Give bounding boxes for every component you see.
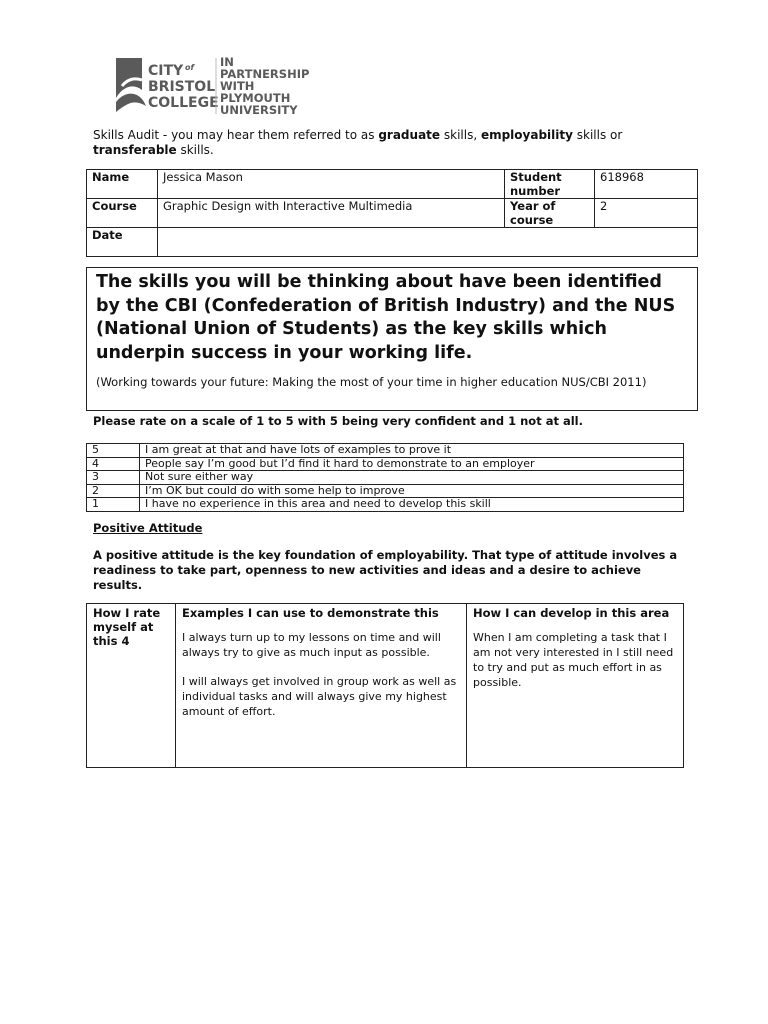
example-paragraph: I will always get involved in group work as well as individual tasks and will always give my highest amount of effort. xyxy=(182,675,457,718)
scale-score: 1 xyxy=(87,498,140,512)
logo-partner-university: UNIVERSITY xyxy=(220,103,298,117)
logo-college: COLLEGE xyxy=(148,95,219,111)
table-row xyxy=(87,604,684,768)
logo-of: of xyxy=(185,63,194,72)
city-of-bristol-college-logo xyxy=(112,56,322,118)
table-row xyxy=(87,498,684,512)
intro-text-4: skills. xyxy=(176,143,214,157)
table-row xyxy=(87,457,684,471)
name-value[interactable]: Jessica Mason xyxy=(158,170,505,199)
rating-scale-table xyxy=(86,443,684,512)
table-row xyxy=(87,471,684,485)
scale-score: 5 xyxy=(87,444,140,458)
intro-text-2: skills, xyxy=(440,128,481,142)
intro-bold-transferable: transferable xyxy=(93,143,177,157)
college-emblem-icon xyxy=(116,58,146,112)
section-description: A positive attitude is the key foundation of employability. That type of attitude involves a readiness to take part, openness to new activities and ideas and a desire to achieve results. xyxy=(93,548,678,592)
rating-instruction: Please rate on a scale of 1 to 5 with 5 being very confident and 1 not at all. xyxy=(93,414,583,428)
intro-bold-employability: employability xyxy=(480,128,573,142)
table-row xyxy=(87,444,684,458)
table-row xyxy=(87,199,698,228)
self-rating-header: How I rate myself at this 4 xyxy=(93,606,161,648)
examples-header: Examples I can use to demonstrate this xyxy=(182,606,439,620)
scale-score: 2 xyxy=(87,484,140,498)
develop-cell[interactable] xyxy=(467,604,684,768)
section-title: Positive Attitude xyxy=(93,521,203,535)
date-value[interactable] xyxy=(158,228,698,257)
self-rating-cell[interactable] xyxy=(87,604,176,768)
student-info-table xyxy=(86,169,698,257)
logo-bristol: BRISTOL xyxy=(148,79,216,95)
self-rating-table xyxy=(86,603,684,768)
scale-score: 3 xyxy=(87,471,140,485)
logo-partner-with: WITH xyxy=(220,79,255,93)
logo-partner-in: IN xyxy=(220,56,234,69)
course-value[interactable]: Graphic Design with Interactive Multimedia xyxy=(158,199,505,228)
scale-score: 4 xyxy=(87,457,140,471)
example-paragraph: I always turn up to my lessons on time and will always try to give as much input as possible. xyxy=(182,631,441,659)
logo-city: CITY xyxy=(148,63,184,79)
scale-description: I have no experience in this area and need to develop this skill xyxy=(140,498,684,512)
intro-text-1: Skills Audit - you may hear them referred to as xyxy=(93,128,379,142)
date-label: Date xyxy=(87,228,158,257)
intro-bold-graduate: graduate xyxy=(378,128,441,142)
year-of-course-label: Year of course xyxy=(505,199,595,228)
scale-description: People say I’m good but I’d find it hard to demonstrate to an employer xyxy=(140,457,684,471)
table-row xyxy=(87,228,698,257)
scale-description: Not sure either way xyxy=(140,471,684,485)
cbi-callout-box xyxy=(86,267,698,411)
table-row xyxy=(87,170,698,199)
year-of-course-value[interactable]: 2 xyxy=(595,199,698,228)
table-row xyxy=(87,484,684,498)
course-label: Course xyxy=(87,199,158,228)
student-number-value[interactable]: 618968 xyxy=(595,170,698,199)
logo-partner-plymouth: PLYMOUTH xyxy=(220,91,291,105)
cbi-source-note: (Working towards your future: Making the most of your time in higher education NUS/CBI 2011) xyxy=(96,375,647,389)
logo-partner-partnership: PARTNERSHIP xyxy=(220,67,310,81)
scale-description: I’m OK but could do with some help to improve xyxy=(140,484,684,498)
name-label: Name xyxy=(87,170,158,199)
cbi-heading: The skills you will be thinking about have been identified by the CBI (Confederation of British Industry) and the NUS (National Union of Students) as the key skills which underpin success in your working life. xyxy=(96,272,676,363)
develop-header: How I can develop in this area xyxy=(473,606,670,620)
student-number-label: Student number xyxy=(505,170,595,199)
examples-cell[interactable] xyxy=(176,604,467,768)
scale-description: I am great at that and have lots of examples to prove it xyxy=(140,444,684,458)
intro-text-3: skills or xyxy=(572,128,623,142)
develop-paragraph: When I am completing a task that I am not very interested in I still need to try and put as much effort in as possible. xyxy=(473,631,674,689)
intro-paragraph xyxy=(93,128,653,158)
